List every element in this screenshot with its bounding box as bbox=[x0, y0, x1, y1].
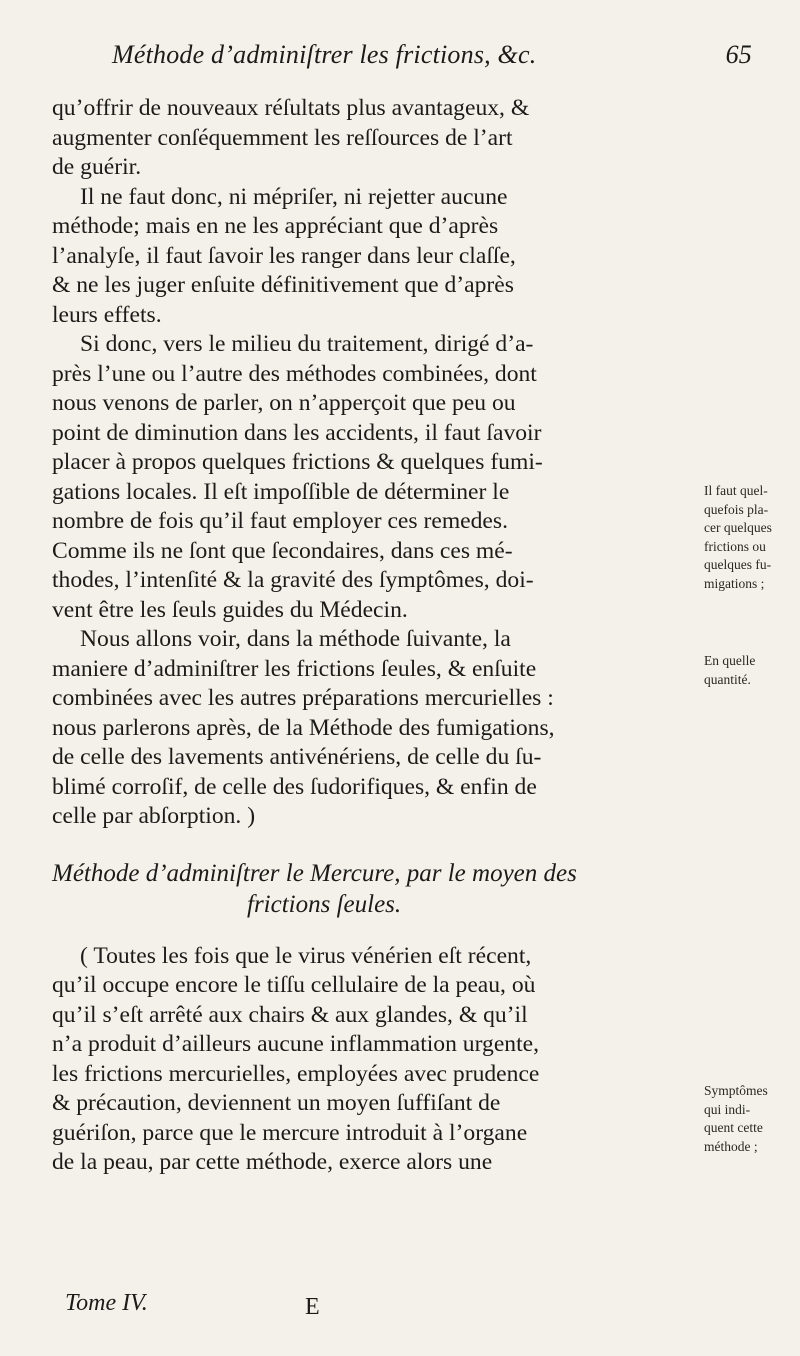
margin-note-line: frictions ou bbox=[704, 538, 766, 554]
margin-note-2 bbox=[704, 652, 796, 689]
text-line: Nous allons voir, dans la méthode ſuivante, la bbox=[80, 626, 511, 652]
margin-note-line: quantité. bbox=[704, 671, 751, 687]
text-line: qu’offrir de nouveaux réſultats plus avantageux, & bbox=[52, 95, 530, 121]
text-line: augmenter conſéquemment les reſſources de l’art bbox=[52, 124, 513, 151]
volume-label: Tome IV. bbox=[65, 1290, 148, 1316]
margin-note-3 bbox=[704, 1082, 796, 1156]
text-line: maniere d’adminiſtrer les frictions ſeules, & enſuite bbox=[52, 655, 537, 682]
text-line: celle par abſorption. ) bbox=[52, 803, 256, 829]
text-line: près l’une ou l’autre des méthodes combinées, dont bbox=[52, 360, 537, 387]
running-title: Méthode d’adminiſtrer les frictions, &c. bbox=[112, 40, 537, 69]
text-line: nous parlerons après, de la Méthode des fumigations, bbox=[52, 714, 555, 741]
margin-note-line: méthode ; bbox=[704, 1138, 758, 1154]
running-header bbox=[112, 40, 752, 70]
text-line: blimé corroſif, de celle des ſudorifiques, & enfin de bbox=[52, 773, 537, 800]
margin-note-line: cer quelques bbox=[704, 520, 772, 535]
margin-note-line: quent cette bbox=[704, 1120, 763, 1135]
text-line: n’a produit d’ailleurs aucune inflammation urgente, bbox=[52, 1031, 540, 1057]
margin-note-line: quelques fu- bbox=[704, 557, 772, 572]
section-title bbox=[52, 858, 692, 920]
page-footer bbox=[65, 1290, 765, 1320]
paragraph-4 bbox=[52, 625, 692, 832]
margin-note-line: Il faut quel- bbox=[704, 483, 768, 498]
margin-note-line: En quelle bbox=[704, 653, 756, 668]
text-line: méthode; mais en ne les appréciant que d’après bbox=[52, 213, 499, 239]
paragraph-1 bbox=[52, 94, 692, 183]
text-line: Si donc, vers le milieu du traitement, dirigé d’a- bbox=[80, 331, 534, 357]
margin-note-1 bbox=[704, 482, 796, 593]
margin-note-line: qui indi- bbox=[704, 1101, 751, 1117]
text-line: ( Toutes les fois que le virus vénérien eſt récent, bbox=[80, 942, 532, 969]
text-line: de celle des lavements antivénériens, de celle du ſu- bbox=[52, 744, 542, 770]
paragraph-3 bbox=[52, 330, 692, 625]
text-line: & ne les juger enſuite définitivement que d’après bbox=[52, 272, 514, 298]
paragraph-5 bbox=[52, 942, 692, 1178]
text-line: l’analyſe, il faut ſavoir les ranger dans leur claſſe, bbox=[52, 242, 516, 269]
margin-note-line: Symptômes bbox=[704, 1083, 768, 1098]
text-line: les frictions mercurielles, employées avec prudence bbox=[52, 1060, 540, 1087]
text-line: thodes, l’intenſité & la gravité des ſymptômes, doi- bbox=[52, 567, 534, 593]
text-line: combinées avec les autres préparations mercurielles : bbox=[52, 685, 554, 711]
main-text-column bbox=[52, 94, 692, 1178]
margin-note-line: quefois pla- bbox=[704, 501, 769, 517]
text-line: leurs effets. bbox=[52, 301, 162, 328]
text-line: qu’il occupe encore le tiſſu cellulaire de la peau, où bbox=[52, 972, 536, 998]
text-line: de guérir. bbox=[52, 154, 142, 180]
text-line: de la peau, par cette méthode, exerce alors une bbox=[52, 1149, 493, 1175]
text-line: gations locales. Il eſt impoſſible de déterminer le bbox=[52, 478, 510, 505]
margin-note-line: migations ; bbox=[704, 575, 765, 591]
text-line: Il ne faut donc, ni mépriſer, ni rejetter aucune bbox=[80, 183, 508, 210]
text-line: point de diminution dans les accidents, il faut ſavoir bbox=[52, 419, 542, 446]
section-title-line: frictions ſeules. bbox=[247, 890, 402, 918]
paragraph-2 bbox=[52, 183, 692, 331]
signature-mark: E bbox=[305, 1294, 320, 1320]
text-line: Comme ils ne ſont que ſecondaires, dans ces mé- bbox=[52, 537, 513, 564]
text-line: & précaution, deviennent un moyen ſuffiſant de bbox=[52, 1090, 501, 1116]
text-line: qu’il s’eſt arrêté aux chairs & aux glandes, & qu’il bbox=[52, 1001, 528, 1028]
page-number: 65 bbox=[725, 40, 752, 69]
text-line: guériſon, parce que le mercure introduit à l’organe bbox=[52, 1119, 528, 1146]
text-line: nous venons de parler, on n’apperçoit que peu ou bbox=[52, 390, 516, 416]
section-title-line: Méthode d’adminiſtrer le Mercure, par le moyen des bbox=[52, 859, 577, 887]
text-line: vent être les ſeuls guides du Médecin. bbox=[52, 596, 408, 623]
text-line: placer à propos quelques frictions & quelques fumi- bbox=[52, 449, 543, 475]
text-line: nombre de fois qu’il faut employer ces remedes. bbox=[52, 508, 508, 534]
